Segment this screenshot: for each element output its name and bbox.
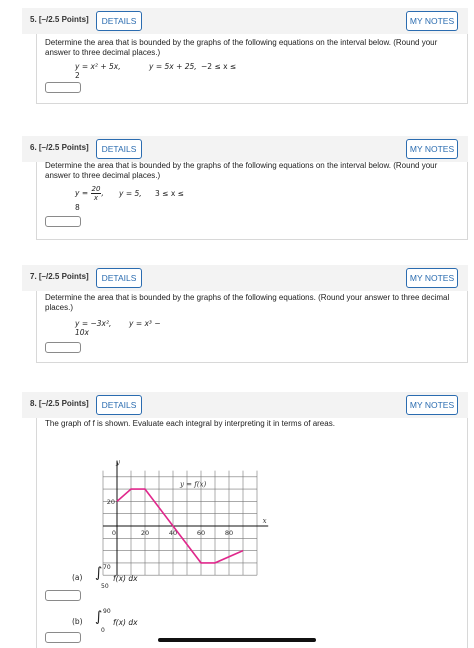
question-5-label: 5. [–/2.5 Points] (30, 15, 89, 24)
question-5-prompt: Determine the area that is bounded by the graphs of the following equations on the interval below. (Round your answer to three decimal places.) (45, 38, 438, 57)
part-b-label: (b) (72, 617, 83, 626)
question-8-label: 8. [–/2.5 Points] (30, 399, 89, 408)
y-tick-label: 20 (106, 497, 115, 506)
question-5-my-notes-button[interactable]: MY NOTES (406, 11, 458, 31)
x-tick-label: 60 (196, 529, 206, 537)
part-a-integrand: f(x) dx (113, 574, 138, 583)
question-6-interval: 3 ≤ x ≤ (155, 189, 184, 198)
question-5-answer-input[interactable] (45, 82, 81, 93)
question-5-eq1: y = x² + 5x, (75, 62, 121, 71)
x-tick-label: 20 (140, 529, 150, 537)
x-tick-label: 40 (168, 529, 178, 537)
question-8-my-notes-button[interactable]: MY NOTES (406, 395, 458, 415)
part-a-answer-input[interactable] (45, 590, 81, 601)
y-axis-label: y (116, 458, 120, 467)
question-6-body (36, 162, 468, 240)
question-7-body (36, 291, 468, 363)
question-6-eq1-lhs: y = (75, 188, 89, 198)
question-8-details-button[interactable]: DETAILS (96, 395, 142, 415)
question-7-eq2-cont: 10x (75, 328, 89, 337)
question-6-prompt: Determine the area that is bounded by the graphs of the following equations on the interval below. (Round your answer to three decimal places.) (45, 161, 438, 180)
graph-axes (103, 458, 268, 575)
question-7-my-notes-button[interactable]: MY NOTES (406, 268, 458, 288)
question-6-answer-input[interactable] (45, 216, 81, 227)
question-8-header (22, 392, 468, 418)
question-6-interval-end: 8 (75, 203, 80, 212)
part-b-lower-limit: 0 (101, 627, 105, 634)
graph-tick-labels (107, 498, 233, 537)
question-8-body (36, 418, 468, 648)
part-b-answer-input[interactable] (45, 632, 81, 643)
home-indicator-bar[interactable] (158, 638, 316, 642)
question-6-label: 6. [–/2.5 Points] (30, 143, 89, 152)
x-tick-label: 80 (224, 529, 234, 537)
question-6-fraction-denominator: x (93, 194, 99, 202)
part-b-integrand: f(x) dx (113, 618, 138, 627)
question-6-eq2: y = 5, (119, 189, 142, 198)
part-b-integral-sign: ∫ (95, 609, 103, 625)
part-a-lower-limit: 50 (101, 583, 109, 590)
x-tick-label: 0 (111, 529, 117, 537)
question-7-label: 7. [–/2.5 Points] (30, 272, 89, 281)
question-7-prompt: Determine the area that is bounded by the graphs of the following equations. (Round your answer to three decimal places.) (45, 293, 450, 312)
question-6-eq1: y = $\frac{20}{x}$ , (75, 185, 104, 202)
question-5-details-button[interactable]: DETAILS (96, 11, 142, 31)
question-7-header (22, 265, 468, 291)
question-6-fraction-numerator: 20 (91, 185, 101, 193)
question-7-details-button[interactable]: DETAILS (96, 268, 142, 288)
question-6-my-notes-button[interactable]: MY NOTES (406, 139, 458, 159)
function-graph (97, 434, 317, 582)
x-axis-label: x (262, 517, 267, 525)
question-5-interval: −2 ≤ x ≤ (201, 62, 237, 71)
question-6-header (22, 136, 468, 162)
question-6-fraction (91, 185, 102, 202)
part-b-upper-limit: 90 (103, 608, 111, 615)
question-6-details-button[interactable]: DETAILS (96, 139, 142, 159)
question-7-answer-input[interactable] (45, 342, 81, 353)
question-7-eq2: y = x³ − (129, 319, 161, 328)
part-a-label: (a) (72, 573, 83, 582)
question-5-interval-end: 2 (75, 71, 80, 80)
question-5-header (22, 8, 468, 34)
question-5-eq2: y = 5x + 25, (149, 62, 197, 71)
function-label: y = f(x) (180, 480, 207, 489)
question-5-body (36, 34, 468, 104)
part-a-upper-limit: 70 (103, 564, 111, 571)
question-8-prompt: The graph of f is shown. Evaluate each integral by interpreting it in terms of areas. (45, 419, 335, 428)
part-a-integral-sign: ∫ (95, 565, 103, 581)
question-7-eq1: y = −3x², (75, 319, 112, 328)
